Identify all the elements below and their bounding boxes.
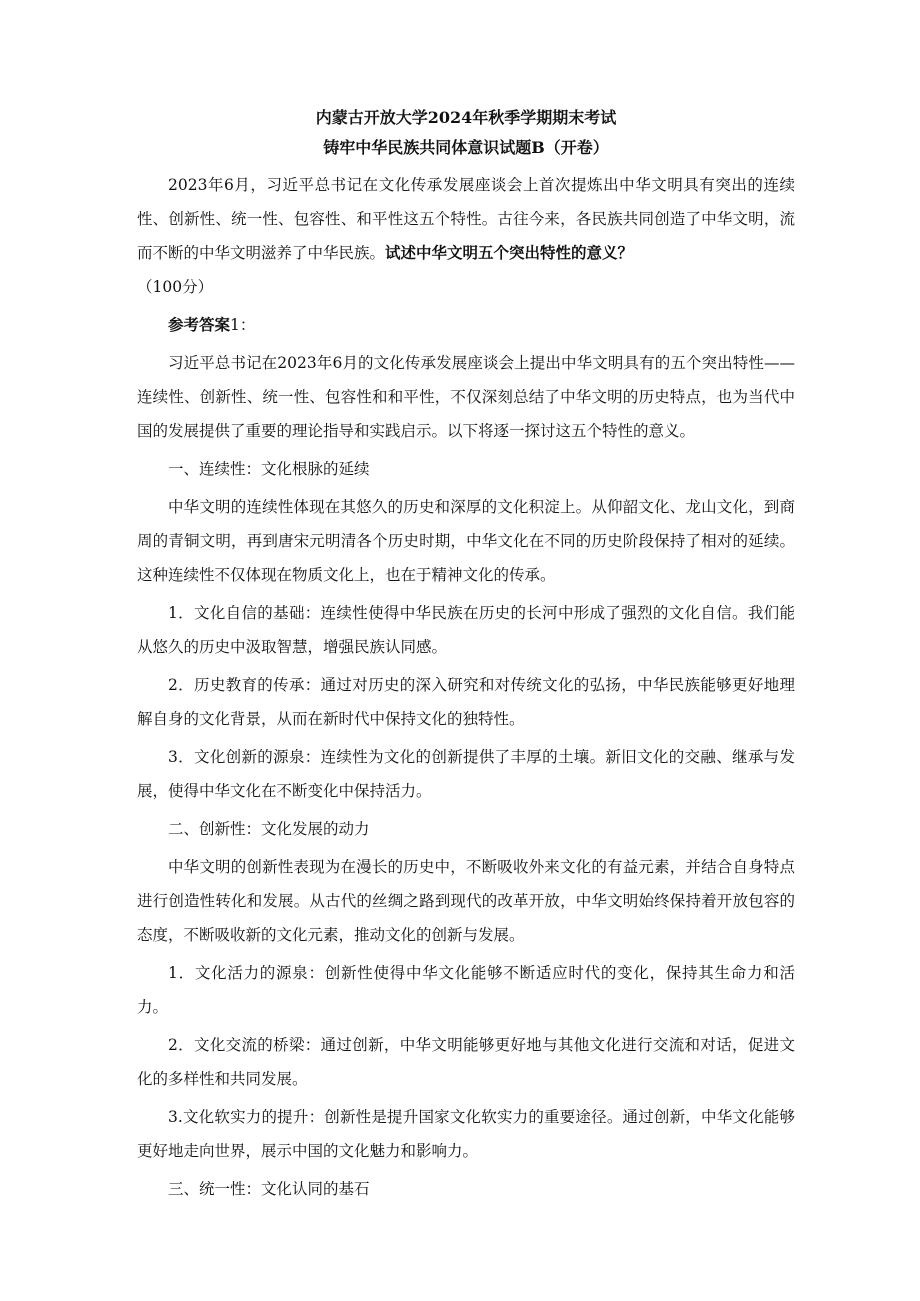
exam-subtitle: 铸牢中华民族共同体意识试题B（开卷） [323, 138, 609, 157]
continuity-point-1: 1．文化自信的基础：连续性使得中华民族在历史的长河中形成了强烈的文化自信。我们能从悠久的历史中汲取智慧，增强民族认同感。 [137, 604, 795, 656]
question-score: （100分） [137, 278, 214, 296]
innovation-point-1: 1．文化活力的源泉：创新性使得中华文化能够不断适应时代的变化，保持其生命力和活力。 [137, 964, 795, 1016]
question-paragraph [137, 168, 795, 270]
section-heading-innovation: 二、创新性：文化发展的动力 [168, 820, 370, 838]
answer-label: 参考答案 [168, 315, 231, 334]
section-heading-continuity: 一、连续性：文化根脉的延续 [168, 460, 370, 478]
question-text: 2023年6月，习近平总书记在文化传承发展座谈会上首次提炼出中华文明具有突出的连续性、创新性、统一性、包容性、和平性这五个特性。古往今来，各民族共同创造了中华文明，流而不断的中华文明滋养了中华民族。 [137, 176, 795, 262]
answer-label-line [137, 308, 795, 342]
innovation-point-2: 2．文化交流的桥梁：通过创新，中华文明能够更好地与其他文化进行交流和对话，促进文化的多样性和共同发展。 [137, 1036, 795, 1088]
continuity-point-2: 2．历史教育的传承：通过对历史的深入研究和对传统文化的弘扬，中华民族能够更好地理解自身的文化背景，从而在新时代中保持文化的独特性。 [137, 676, 795, 728]
answer-label-suffix: 1： [230, 316, 256, 334]
section-body-continuity: 中华文明的连续性体现在其悠久的历史和深厚的文化积淀上。从仰韶文化、龙山文化，到商周的青铜文明，再到唐宋元明清各个历史时期，中华文化在不同的历史阶段保持了相对的延续。这种连续性不仅体现在物质文化上，也在于精神文化的传承。 [137, 498, 795, 584]
innovation-point-3: 3.文化软实力的提升：创新性是提升国家文化软实力的重要途径。通过创新，中华文化能够更好地走向世界，展示中国的文化魅力和影响力。 [137, 1108, 795, 1160]
section-heading-unity: 三、统一性：文化认同的基石 [168, 1180, 370, 1198]
question-prompt: 试述中华文明五个突出特性的意义？ [385, 243, 634, 262]
section-body-innovation: 中华文明的创新性表现为在漫长的历史中，不断吸收外来文化的有益元素，并结合自身特点进行创造性转化和发展。从古代的丝绸之路到现代的改革开放，中华文明始终保持着开放包容的态度，不断吸收新的文化元素，推动文化的创新与发展。 [137, 858, 795, 944]
answer-intro: 习近平总书记在2023年6月的文化传承发展座谈会上提出中华文明具有的五个突出特性——连续性、创新性、统一性、包容性和和平性，不仅深刻总结了中华文明的历史特点，也为当代中国的发展提供了重要的理论指导和实践启示。以下将逐一探讨这五个特性的意义。 [137, 354, 795, 440]
continuity-point-3: 3．文化创新的源泉：连续性为文化的创新提供了丰厚的土壤。新旧文化的交融、继承与发展，使得中华文化在不断变化中保持活力。 [137, 748, 795, 800]
exam-title: 内蒙古开放大学2024年秋季学期期末考试 [315, 108, 617, 127]
